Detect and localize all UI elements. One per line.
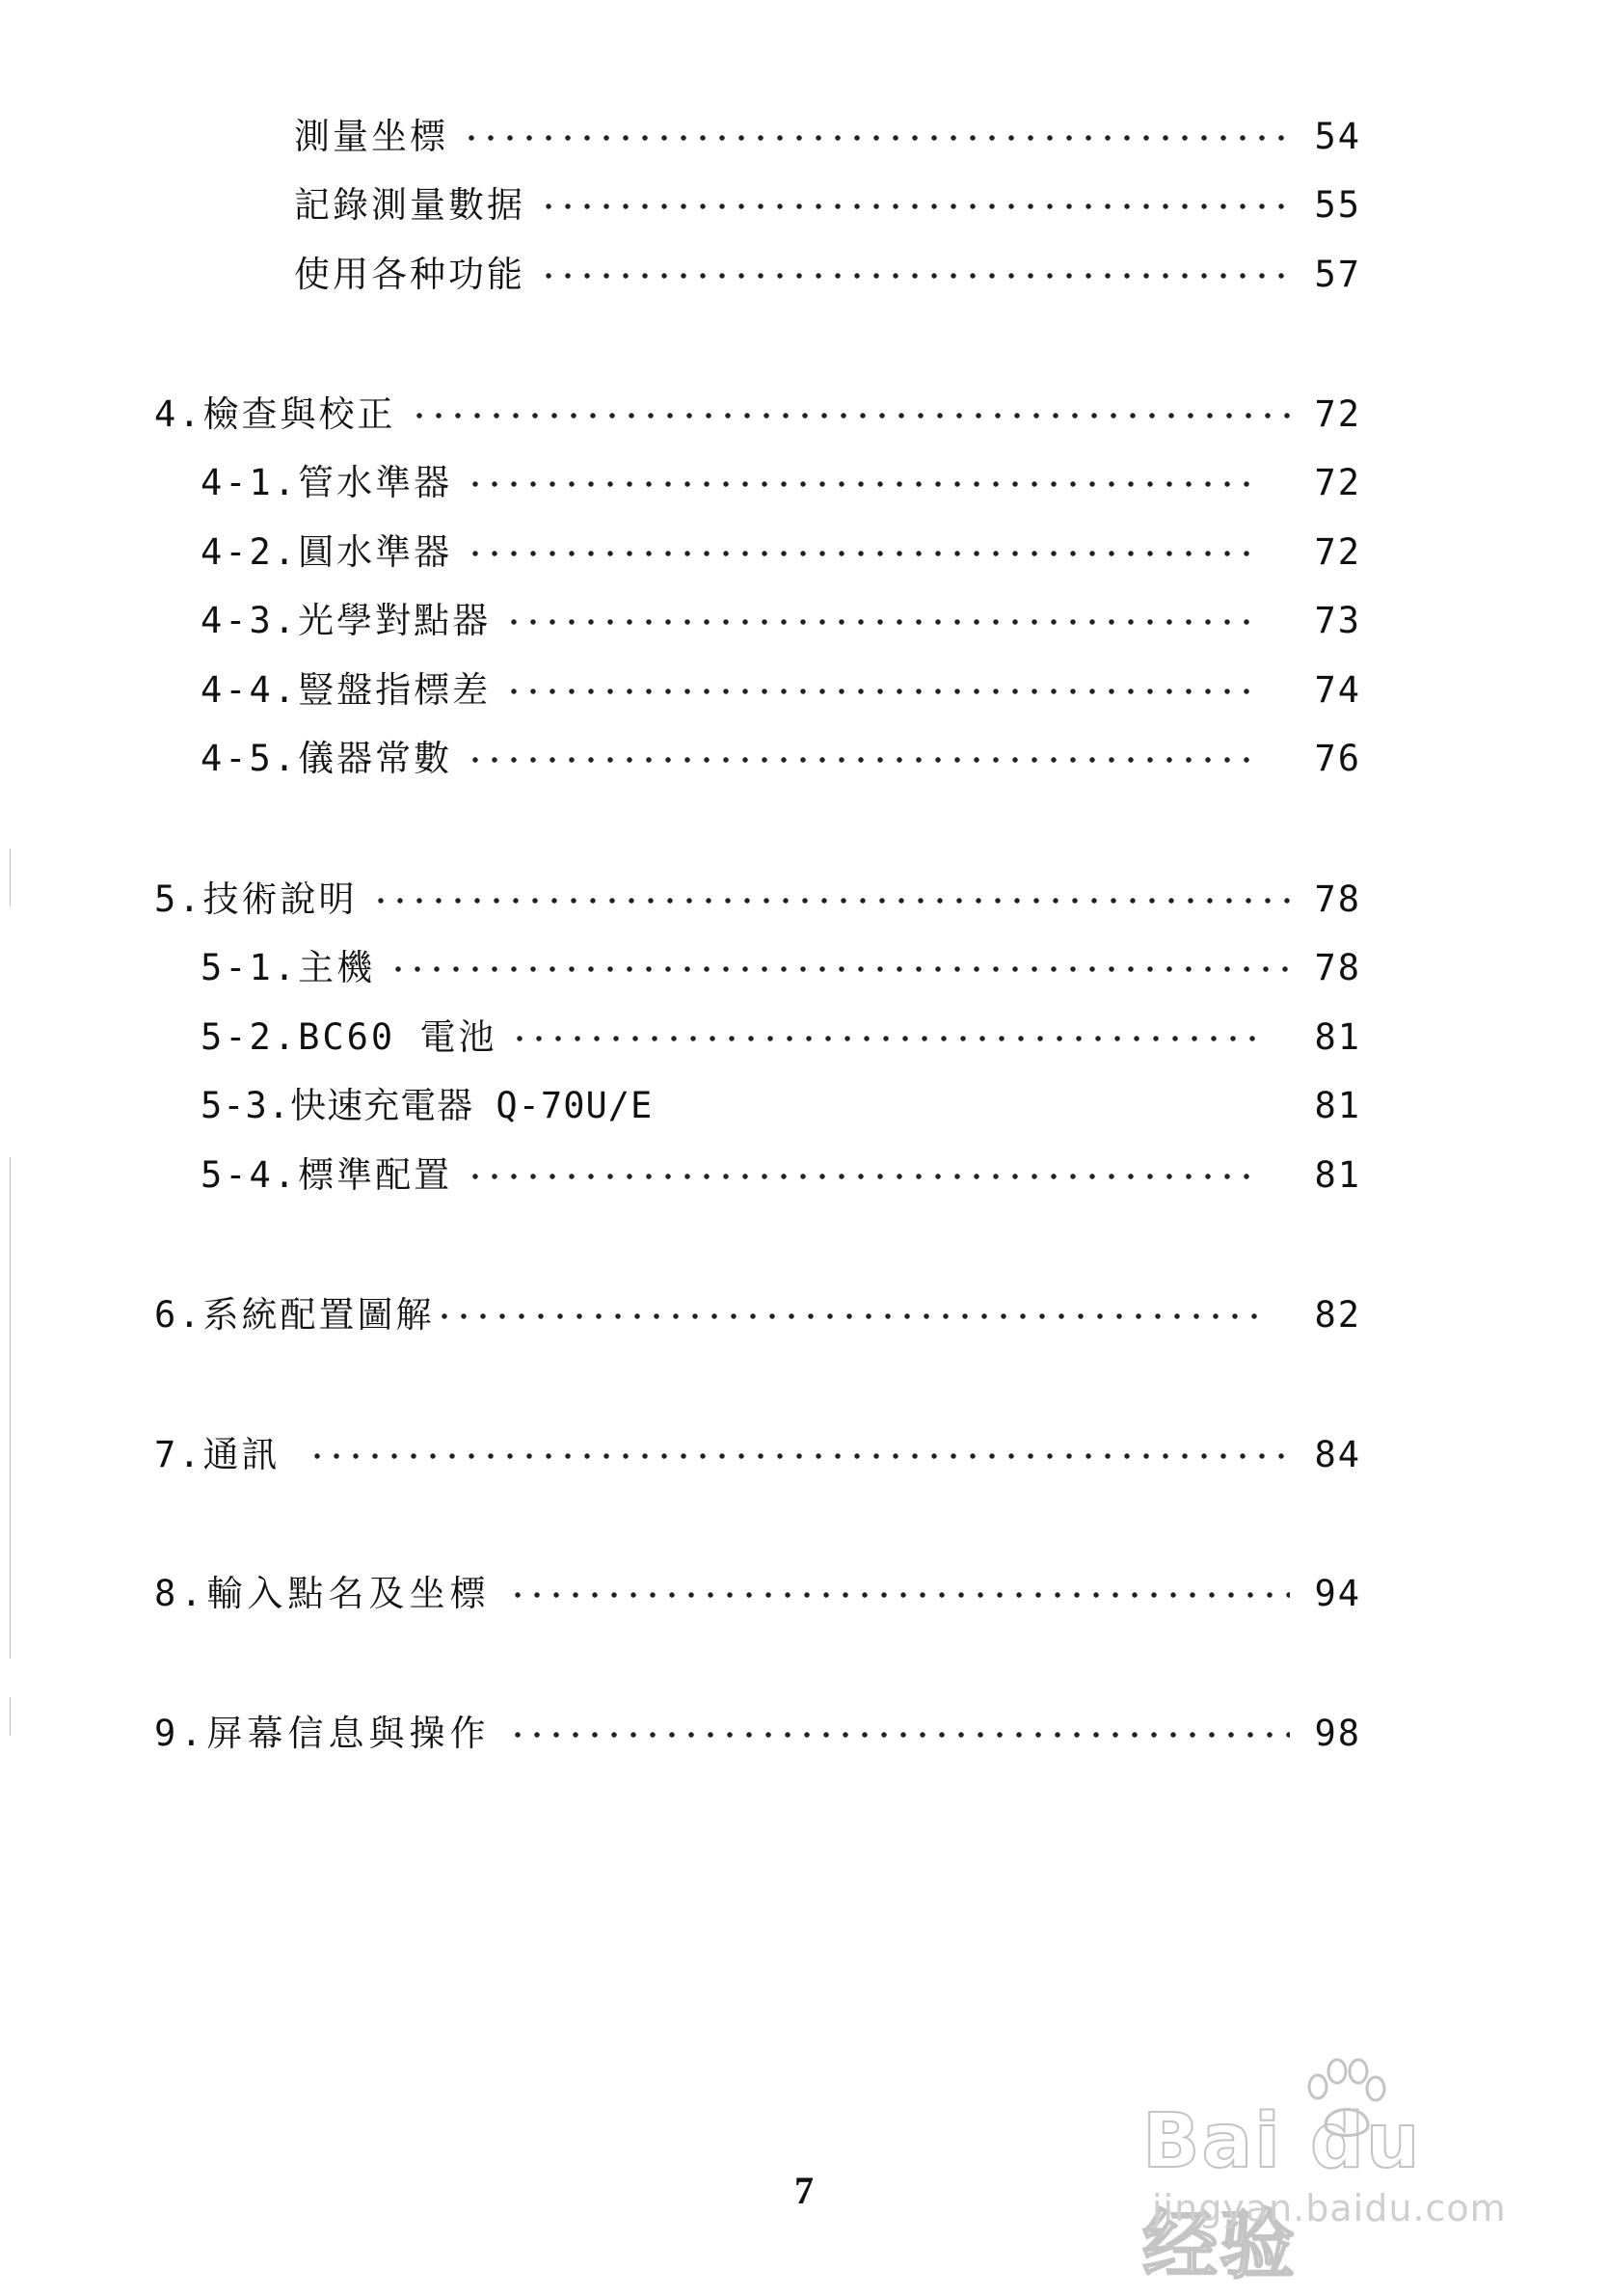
dot-leader: [504, 586, 1261, 633]
toc-entry: [294, 240, 1361, 295]
dot-leader: [504, 656, 1261, 702]
toc-entry-label: 5-2.BC60 電池: [201, 1016, 497, 1058]
toc-entry: [201, 586, 1361, 641]
toc-entry: [201, 933, 1361, 988]
toc-entry-page: 81: [1314, 1154, 1361, 1196]
watermark-logo: Bai du 经验: [1142, 2098, 1422, 2289]
dot-leader: [435, 1281, 1261, 1327]
toc-entry-page: 57: [1314, 254, 1361, 295]
toc-entry: [201, 448, 1361, 503]
toc-entry-page: 82: [1314, 1294, 1361, 1336]
toc-entry-label: 4.檢查與校正: [154, 393, 396, 435]
toc-entry: [154, 1420, 1361, 1475]
dot-leader: [389, 933, 1290, 980]
toc-entry-label: 4-3.光學對點器: [201, 600, 492, 641]
toc-entry: [154, 1559, 1361, 1614]
toc-entry-label: 使用各种功能: [294, 254, 525, 295]
dot-leader: [462, 102, 1290, 149]
dot-leader: [410, 380, 1290, 426]
toc-entry-page: 81: [1314, 1016, 1361, 1058]
toc-entry: [201, 1141, 1361, 1196]
dot-leader: [466, 448, 1261, 495]
toc-entry-page: 72: [1314, 531, 1361, 573]
toc-entry-label: 5-4.標準配置: [201, 1154, 453, 1196]
scan-edge-mark: [10, 1157, 11, 1659]
toc-entry-label: 5-1.主機: [201, 947, 376, 988]
toc-entry-page: 78: [1314, 878, 1361, 920]
dot-leader: [666, 1071, 1290, 1118]
dot-leader: [466, 1141, 1261, 1187]
toc-entry: [154, 1281, 1361, 1336]
dot-leader: [510, 1003, 1261, 1049]
toc-entry-label: 6.系統配置圖解: [154, 1294, 435, 1336]
dot-leader: [539, 240, 1290, 286]
dot-leader: [308, 1420, 1290, 1467]
toc-entry-page: 81: [1314, 1085, 1361, 1126]
scan-edge-mark: [10, 1697, 11, 1736]
toc-entry-page: 55: [1314, 184, 1361, 226]
toc-entry-label: 7.通訊: [154, 1434, 281, 1475]
toc-entry: [201, 656, 1361, 711]
toc-entry-label: 4-5.儀器常數: [201, 738, 453, 779]
scan-edge-mark: [10, 849, 11, 906]
toc-entry-label: 5-3.快速充電器 Q-70U/E: [201, 1085, 654, 1126]
dot-leader: [371, 865, 1290, 911]
toc-entry-page: 54: [1314, 116, 1361, 157]
toc-entry: [294, 102, 1361, 157]
dot-leader: [508, 1699, 1290, 1745]
toc-entry-page: 84: [1314, 1434, 1361, 1475]
toc-entry: [154, 865, 1361, 920]
toc-entry-page: 98: [1314, 1713, 1361, 1754]
toc-entry-label: 5.技術說明: [154, 878, 358, 920]
toc-entry: [154, 380, 1361, 435]
toc-entry: [294, 171, 1361, 226]
toc-entry-page: 72: [1314, 462, 1361, 503]
toc-entry-label: 4-2.圓水準器: [201, 531, 453, 573]
dot-leader: [508, 1559, 1290, 1606]
baidu-jingyan-watermark: [1142, 2064, 1518, 2289]
dot-leader: [539, 171, 1290, 217]
toc-entry-label: 測量坐標: [294, 116, 448, 157]
toc-entry: [201, 1071, 1361, 1126]
watermark-url: jingyan.baidu.com: [1152, 2187, 1507, 2229]
page-number: 7: [794, 2169, 814, 2212]
toc-entry-label: 記錄測量數据: [294, 184, 525, 226]
toc-entry-page: 73: [1314, 600, 1361, 641]
toc-entry: [201, 1003, 1361, 1058]
toc-entry-page: 78: [1314, 947, 1361, 988]
toc-entry-label: 4-4.豎盤指標差: [201, 669, 492, 711]
toc-entry-label: 9.屏幕信息與操作: [154, 1713, 491, 1754]
toc-entry-label: 8.輸入點名及坐標: [154, 1573, 491, 1614]
toc-entry-page: 74: [1314, 669, 1361, 711]
toc-entry-page: 76: [1314, 738, 1361, 779]
toc-entry: [201, 724, 1361, 779]
dot-leader: [466, 724, 1261, 770]
toc-entry: [201, 518, 1361, 573]
dot-leader: [466, 518, 1261, 564]
toc-entry-page: 72: [1314, 393, 1361, 435]
toc-entry: [154, 1699, 1361, 1754]
toc-entry-page: 94: [1314, 1573, 1361, 1614]
toc-entry-label: 4-1.管水準器: [201, 462, 453, 503]
